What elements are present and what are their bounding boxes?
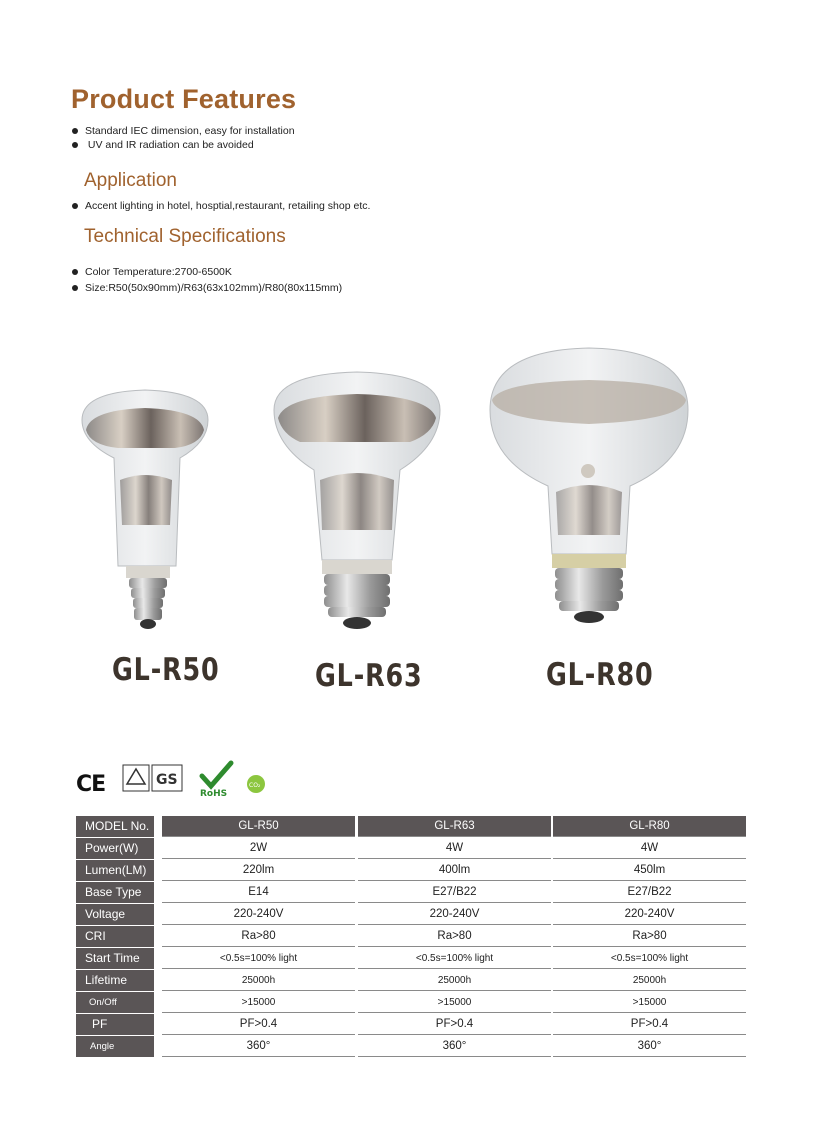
gs-mark-icon (122, 764, 184, 794)
table-header-cell: GL-R63 (358, 816, 551, 837)
page-title: Product Features (71, 84, 297, 114)
bullet-icon (72, 269, 78, 275)
table-cell: >15000 (358, 992, 551, 1013)
table-cell: PF>0.4 (553, 1014, 746, 1035)
table-cell: 25000h (358, 970, 551, 991)
table-cell: PF>0.4 (162, 1014, 355, 1035)
co2-text: CO₂ (249, 782, 261, 789)
feature-list (72, 124, 295, 152)
table-cell: >15000 (162, 992, 355, 1013)
list-item-text: Accent lighting in hotel, hosptial,restaurant, retailing shop etc. (85, 200, 371, 212)
bullet-icon (72, 285, 78, 291)
table-cell: E27/B22 (358, 882, 551, 903)
row-label: Voltage (76, 904, 154, 925)
table-cell: PF>0.4 (358, 1014, 551, 1035)
table-cell: 220-240V (358, 904, 551, 925)
row-label: Lifetime (76, 970, 154, 991)
application-heading: Application (84, 170, 177, 191)
table-cell: E14 (162, 882, 355, 903)
list-item (72, 138, 295, 152)
table-cell: 360° (162, 1036, 355, 1057)
table-cell: 4W (358, 838, 551, 859)
ce-mark-icon: CE (76, 772, 106, 797)
application-list (72, 199, 370, 213)
product-label-r50: GL-R50 (112, 652, 220, 688)
table-cell: <0.5s=100% light (162, 948, 355, 969)
gs-text: GS (156, 772, 178, 788)
bullet-icon (72, 142, 78, 148)
bulb-r80-image (490, 348, 688, 623)
tech-spec-list (72, 264, 342, 296)
table-cell: <0.5s=100% light (553, 948, 746, 969)
product-label-r63: GL-R63 (315, 658, 423, 694)
table-cell: 220lm (162, 860, 355, 881)
bullet-icon (72, 128, 78, 134)
table-cell: <0.5s=100% light (358, 948, 551, 969)
table-cell: 220-240V (553, 904, 746, 925)
row-label: Power(W) (76, 838, 154, 859)
table-cell: 2W (162, 838, 355, 859)
table-cell: 25000h (162, 970, 355, 991)
table-cell: 450lm (553, 860, 746, 881)
bulb-r63-image (274, 372, 440, 629)
list-item-text: Standard IEC dimension, easy for installation (85, 125, 295, 137)
product-photos (0, 330, 813, 640)
rohs-text: RoHS (200, 789, 228, 798)
table-cell: 400lm (358, 860, 551, 881)
row-label: On/Off (76, 992, 154, 1013)
table-header-cell: GL-R80 (553, 816, 746, 837)
co2-mark-icon (246, 774, 266, 794)
table-cell: Ra>80 (553, 926, 746, 947)
list-item (72, 264, 342, 280)
table-cell: 360° (553, 1036, 746, 1057)
row-label: PF (76, 1014, 154, 1035)
row-label: Base Type (76, 882, 154, 903)
table-cell: 4W (553, 838, 746, 859)
bulb-r50-image (82, 390, 208, 629)
tech-spec-heading: Technical Specifications (84, 226, 286, 247)
row-label: Lumen(LM) (76, 860, 154, 881)
list-item (72, 199, 370, 213)
rohs-mark-icon (198, 760, 236, 798)
list-item-text: Size:R50(50x90mm)/R63(63x102mm)/R80(80x115mm) (85, 282, 343, 294)
product-label-r80: GL-R80 (546, 657, 654, 693)
list-item (72, 280, 342, 296)
row-label: Start Time (76, 948, 154, 969)
row-label: Angle (76, 1036, 154, 1057)
table-cell: 220-240V (162, 904, 355, 925)
list-item-text: UV and IR radiation can be avoided (85, 139, 254, 151)
list-item (72, 124, 295, 138)
table-cell: 360° (358, 1036, 551, 1057)
table-cell: >15000 (553, 992, 746, 1013)
table-cell: Ra>80 (162, 926, 355, 947)
table-header-label: MODEL No. (76, 816, 154, 837)
table-cell: E27/B22 (553, 882, 746, 903)
table-cell: Ra>80 (358, 926, 551, 947)
table-header-cell: GL-R50 (162, 816, 355, 837)
bullet-icon (72, 203, 78, 209)
table-cell: 25000h (553, 970, 746, 991)
list-item-text: Color Temperature:2700-6500K (85, 266, 232, 278)
row-label: CRI (76, 926, 154, 947)
